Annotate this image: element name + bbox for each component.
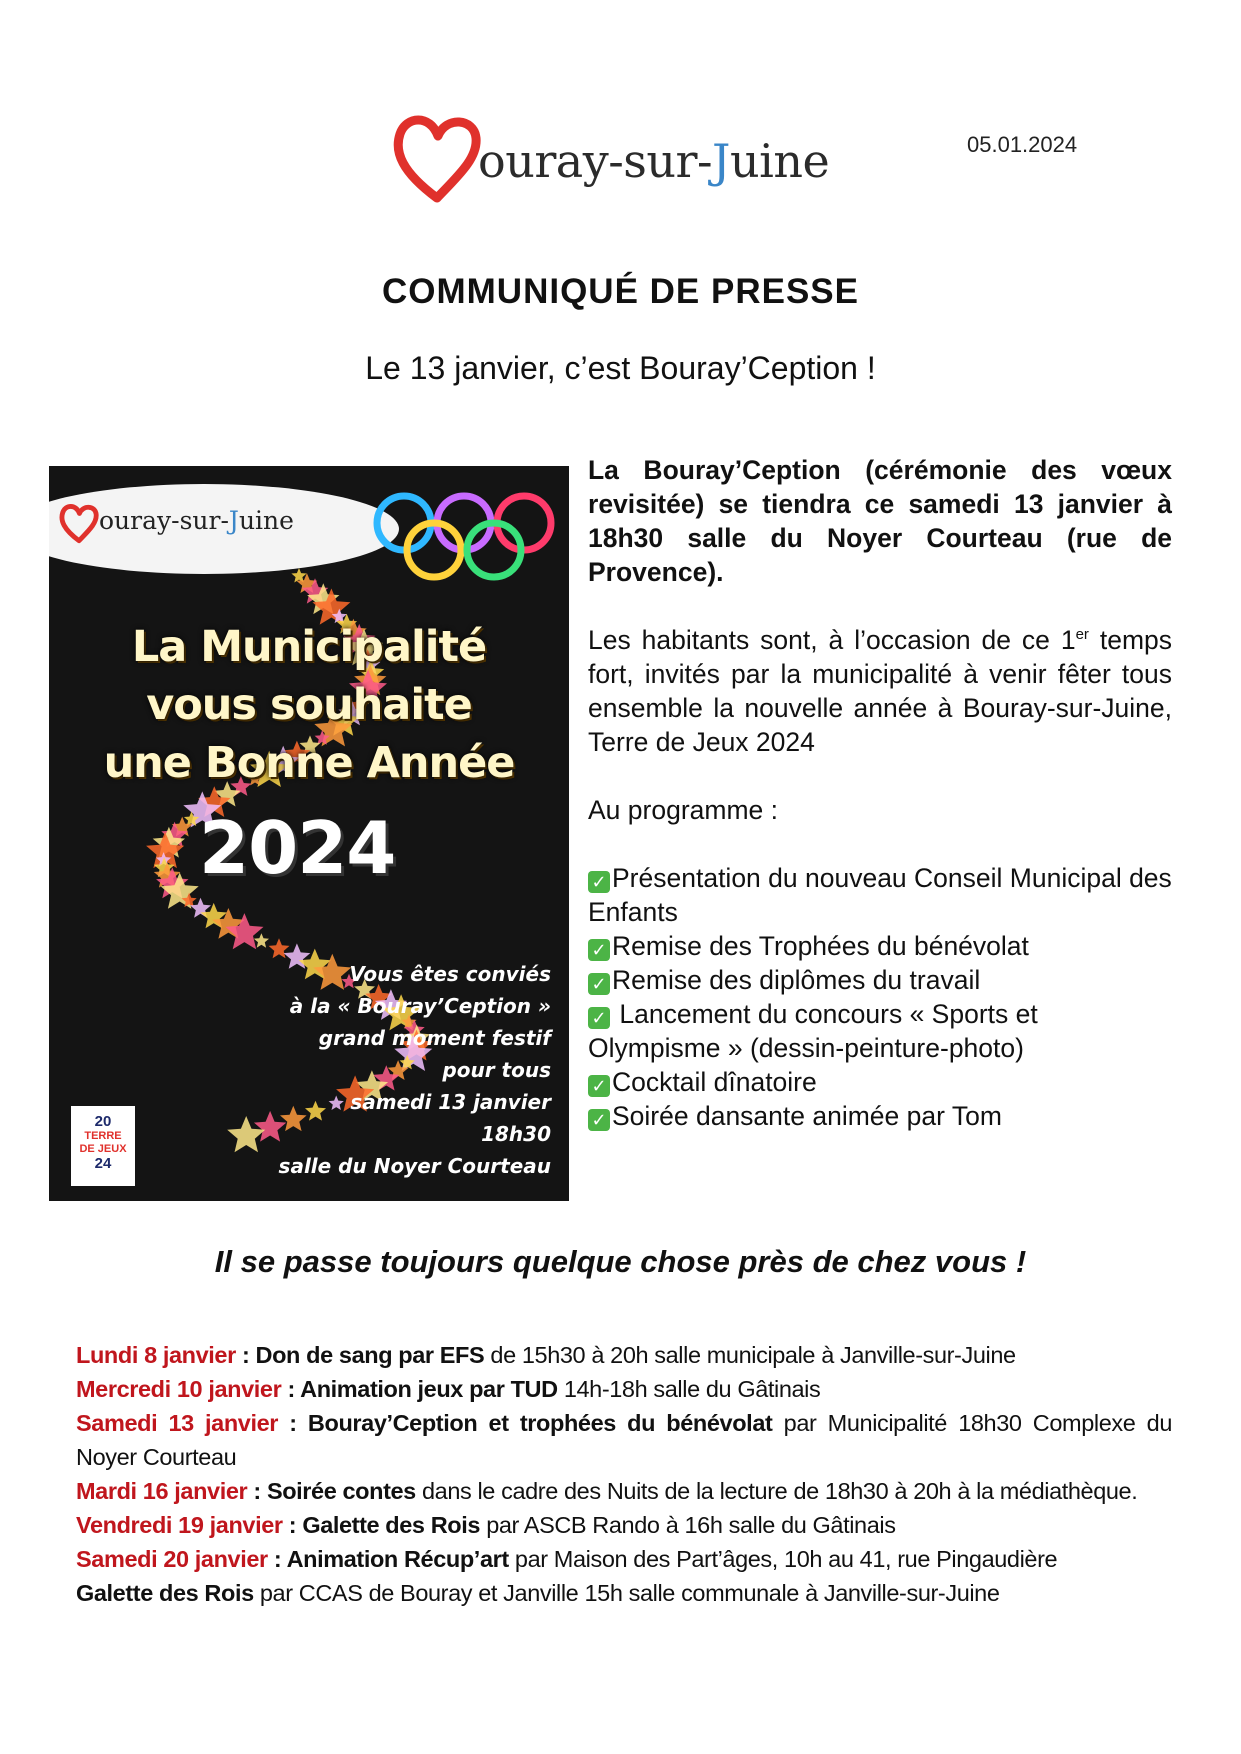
event-item: Samedi 20 janvier : Animation Récup’art par Maison des Part’âges, 10h au 41, rue Pingaudière bbox=[76, 1546, 1058, 1572]
list-item: ✓ Lancement du concours « Sports et Olympisme » (dessin-peinture-photo) bbox=[588, 999, 1038, 1063]
terre-de-jeux-badge: 20 TERRE DE JEUX 24 bbox=[71, 1106, 135, 1186]
logo-wordmark: ouray-sur-Juine bbox=[478, 134, 830, 188]
list-item: ✓ Présentation du nouveau Conseil Municipal des Enfants bbox=[588, 863, 1172, 927]
star-decoration bbox=[227, 1116, 265, 1152]
poster-event-info: Vous êtes conviés à la « Bouray’Ception » grand moment festif pour tous samedi 13 janvier 18h30 salle du Noyer Courteau bbox=[278, 962, 551, 1178]
event-item: Samedi 13 janvier : Bouray’Ception et trophées du bénévolat par Municipalité 18h30 Complexe du Noyer Courteau bbox=[76, 1410, 1172, 1470]
checkmark-icon: ✓ bbox=[588, 939, 610, 961]
poster-year: 2024 bbox=[199, 806, 396, 890]
document-date: 05.01.2024 bbox=[967, 132, 1078, 157]
second-paragraph: Les habitants sont, à l’occasion de ce 1er temps fort, invités par la municipalité à venir fêter tous ensemble la nouvelle année à Bouray-sur-Juine, Terre de Jeux 2024 bbox=[588, 625, 1173, 757]
event-item: Vendredi 19 janvier : Galette des Rois par ASCB Rando à 16h salle du Gâtinais bbox=[76, 1512, 896, 1538]
events-list bbox=[76, 1338, 1172, 1610]
town-logo bbox=[392, 110, 832, 210]
poster-heart-icon bbox=[59, 502, 99, 546]
event-poster bbox=[49, 466, 569, 1201]
checkmark-icon: ✓ bbox=[588, 1075, 610, 1097]
list-item: ✓ Remise des diplômes du travail bbox=[588, 963, 1172, 997]
page-subtitle: Le 13 janvier, c’est Bouray’Ception ! bbox=[365, 350, 876, 386]
programme-list bbox=[588, 861, 1172, 1133]
olympic-rings-icon bbox=[369, 488, 559, 588]
event-item: Galette des Rois par CCAS de Bouray et Janville 15h salle communale à Janville-sur-Juine bbox=[76, 1580, 1000, 1606]
checkmark-icon: ✓ bbox=[588, 973, 610, 995]
checkmark-icon: ✓ bbox=[588, 871, 610, 893]
checkmark-icon: ✓ bbox=[588, 1007, 610, 1029]
event-item: Mardi 16 janvier : Soirée contes dans le cadre des Nuits de la lecture de 18h30 à 20h à la médiathèque. bbox=[76, 1478, 1138, 1504]
poster-logo-wordmark: ouray-sur-Juine bbox=[99, 506, 294, 535]
page-title: COMMUNIQUÉ DE PRESSE bbox=[382, 272, 859, 311]
checkmark-icon: ✓ bbox=[588, 1109, 610, 1131]
poster-headline: La Municipalité vous souhaite une Bonne Année bbox=[103, 622, 515, 788]
list-item: ✓ Soirée dansante animée par Tom bbox=[588, 1099, 1172, 1133]
list-item: ✓ Remise des Trophées du bénévolat bbox=[588, 929, 1172, 963]
list-item: ✓ Cocktail dînatoire bbox=[588, 1065, 1172, 1099]
programme-label: Au programme : bbox=[588, 795, 778, 825]
heart-icon bbox=[392, 110, 482, 210]
poster-logo bbox=[59, 502, 359, 552]
slogan: Il se passe toujours quelque chose près de chez vous ! bbox=[214, 1244, 1027, 1279]
press-release-body bbox=[588, 453, 1172, 1133]
intro-paragraph: La Bouray’Ception (cérémonie des vœux revisitée) se tiendra ce samedi 13 janvier à 18h30 salle du Noyer Courteau (rue de Provence). bbox=[588, 455, 1172, 587]
event-item: Mercredi 10 janvier : Animation jeux par TUD 14h-18h salle du Gâtinais bbox=[76, 1376, 821, 1402]
star-decoration bbox=[254, 933, 269, 948]
event-item: Lundi 8 janvier : Don de sang par EFS de 15h30 à 20h salle municipale à Janville-sur-Juine bbox=[76, 1342, 1016, 1368]
